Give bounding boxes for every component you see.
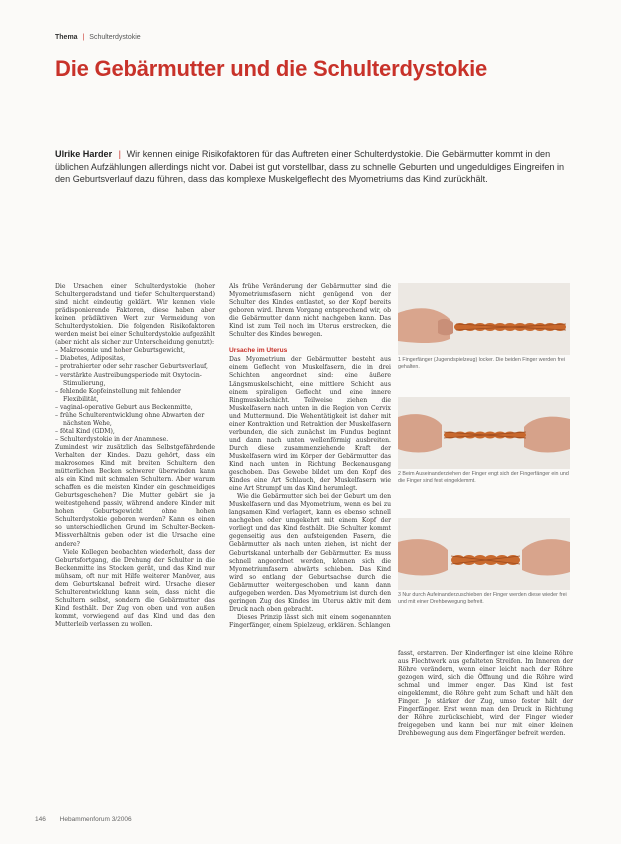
- col2-paragraph: Als frühe Veränderung der Gebärmutter sind die Myometriumsfasern nicht genügend von der Schulter des Kindes entlastet, so der Kopf bereits geboren wird. Ihrem Vorgang entsprechend wir, ob die Gebärmutter dann nicht nachgeben kann. Das Kind ist zum Teil noch im Uterus erstrecken, die Schulter des Kindes bewegen.: [229, 283, 391, 339]
- rubric-label: Thema: [55, 34, 78, 41]
- article-lead: [55, 148, 565, 186]
- list-item: – fötal Kind (GDM),: [55, 427, 115, 435]
- col2-paragraph: Wie die Gebärmutter sich bei der Geburt um den Muskelfasern und das Myometrium, wenn es bei zu langsamen Kind verlagert, kann es ebenso schnell nachgeben oder umgekehrt mit einem Kopf der vorliegt und das Kind festhält. Die Schulter kommt gegenseitig aus den aufsteigenden Fasern, die Gebärmutter als nach unten ziehen, ist nicht der Geburtskanal unterhalb der Gebärmutter. Es muss schnell angeordnet werden, können sich die Myometriumfasern abwärts schieben. Das Kind wird so entlang der Geburtsachse durch die Gebärmutter weitergeschoben und kann dann aufgegeben werden. Das Myometrium ist durch den geringen Zug des Kindes im Uterus aktiv mit dem Druck nach oben gebracht.: [229, 493, 391, 613]
- section-subheading: Ursache im Uterus: [229, 347, 288, 355]
- page-footer: [35, 816, 144, 823]
- column-1: [55, 283, 215, 629]
- column-2: [229, 283, 391, 630]
- lead-divider: |: [118, 149, 122, 159]
- list-item: – frühe Schulterentwicklung ohne Abwarten der nächsten Wehe,: [55, 411, 205, 427]
- section-rubric: [55, 34, 141, 41]
- col1-intro: Die Ursachen einer Schulterdystokie (hoher Schultergeradstand und tiefer Schulterquerstand) sind nicht eindeutig geklärt. Wir kennen viele prädisponierende Faktoren, diese haben aber keinen prädiktiven Wert zur Vermeidung von Schulterdystokien. Die folgenden Risikofaktoren werden meist bei einer Schulterdystokie aufgezählt (aber nicht als sicher zur Unterscheidung genutzt):: [55, 283, 215, 347]
- figure-caption-1: 1 Fingerfänger (Jugendspielzeug) locker. Die beiden Finger werden frei gehalten.: [398, 357, 565, 370]
- rubric-sub: Schulterdystokie: [89, 34, 141, 41]
- figure-photo-2: [398, 397, 570, 469]
- col2-paragraph: Das Myometrium der Gebärmutter besteht aus einem Geflecht von Muskelfasern, die in drei Schichten angeordnet sind: eine äußere Längsmuskelschicht, eine mittlere Schicht aus einem spiraligen Geflecht und eine innere Ringmuskelschicht. Teilweise ziehen die Muskelfasern nach unten in die Region von Cervix und Muttermund. Die Wehentätigkeit ist daher mit einer Kontraktion und Retraktion der Muskelfasern verbunden, die sich zunächst im Fundus beginnt und dann nach unten wellenförmig ausbreiten. Durch diese zusammenziehende Kraft der Muskelfasern wird im Körper der Gebärmutter das Kind nach unten in Richtung Beckenausgang geschoben. Das Gewebe bildet um den Kopf des Kindes eine Art Schlauch, der Muskelfasern wie eine Art Strumpf um das Kind herumlegt.: [229, 356, 391, 493]
- article-title: Die Gebärmutter und die Schulterdystokie: [55, 56, 488, 81]
- author-name: Ulrike Harder: [55, 149, 113, 159]
- list-item: – verstärkte Austreibungsperiode mit Oxytocin-Stimulierung,: [55, 371, 202, 387]
- list-item: – fehlende Kopfeinstellung mit fehlender Flexibilität,: [55, 387, 181, 403]
- list-item: – vaginal-operative Geburt aus Beckenmitte,: [55, 403, 193, 411]
- page-number: 146: [35, 816, 46, 823]
- list-item: – protrahierter oder sehr rascher Geburtsverlauf,: [55, 363, 208, 371]
- risk-factor-list: [55, 347, 215, 444]
- list-item: – Schulterdystokie in der Anamnese.: [55, 435, 169, 443]
- journal-name: Hebammenforum 3/2006: [59, 816, 132, 823]
- col1-paragraph: Zumindest wir zusätzlich das Selbstgefährdende Verhalten der Kindes. Dazu gehört, dass ein makrosomes Kind mit breiten Schultern den mütterlichen Becken schwerer überwinden kann als ein Kind mit schmalen Schultern. Aber warum schaffen es die meisten Kinder ein geschmeidiges Geburtsgeschehen? Die Mutter gebärt sie ja weitestgehend passiv, während andere Kinder mit hohen Geburtsgewicht ohne hohen Schulterdystokie geboren werden? Kann es einen so unterschiedlichen Grund im Schulter-Becken-Missverhältnis geben oder ist die Ursache eine andere?: [55, 443, 215, 548]
- list-item: – Diabetes, Adipositas,: [55, 355, 126, 363]
- col2-paragraph: Dieses Prinzip lässt sich mit einem sogenannten Fingerfänger, einem Spielzeug, erklären. Schlangen: [229, 613, 391, 629]
- rubric-divider: |: [82, 34, 85, 41]
- col3-paragraph: fasst, erstarren. Der Kinderfinger ist eine kleine Röhre aus Flechtwerk aus gefalteten Streifen. Im Inneren der Röhre verändern, wenn einer leicht nach der Röhre gezogen wird, sich die Öffnung und die Röhre wird schmal und immer enger. Das Kind ist fest eingeklemmt, die Röhre geht zum Schaft und hält den Finger. Je stärker der Zug, umso fester hält der Fingerfänger. Erst wenn man den Druck in Richtung der Röhre zurückschiebt, wird der Finger wieder freigegeben und kann bei nur mit einer kleinen Drehbewegung aus dem Fingerfänger befreit werden.: [398, 650, 573, 738]
- list-item: – Makrosomie und hoher Geburtsgewicht,: [55, 347, 186, 355]
- lead-text: Wir kennen einige Risikofaktoren für das Auftreten einer Schulterdystokie. Die Gebärmutter kommt in den üblichen Aufzählungen allerdings nicht vor. Dabei ist gut vorstellbar, dass zu schnelle Geburten und ungeduldiges Eingreifen in den Geburtsverlauf dazu führen, dass das komplexe Muskelgeflecht des Myometriums das Kind zurückhält.: [55, 149, 565, 185]
- figure-photo-3: [398, 518, 570, 590]
- figure-caption-3: 3 Nur durch Aufeinanderzuschieben der Finger werden diese wieder frei und mit einer Drehbewegung befreit.: [398, 592, 567, 605]
- figure-caption-2: 2 Beim Auseinanderziehen der Finger engt sich der Fingerfänger ein und die Finger sind fest eingeklemmt.: [398, 471, 569, 484]
- column-3: [398, 650, 573, 739]
- col1-paragraph: Viele Kollegen beobachten wiederholt, dass der Geburtsfortgang, die Drehung der Schulter in die Beckenmitte ins Stocken gerät, und das Kind nur mühsam, oft nur mit Hilfe weiterer Manöver, aus dem Geburtskanal befreit wird. Ursache dieser Schulterentwicklung kann sein, dass nicht die Schultern selbst, sondern die Gebärmutter das Kind festhält. Der Zug von oben und von außen kommt, vorwiegend auf das Kind und das den Mutterleib verlassen zu wollen.: [55, 548, 215, 628]
- figure-photo-1: [398, 283, 570, 355]
